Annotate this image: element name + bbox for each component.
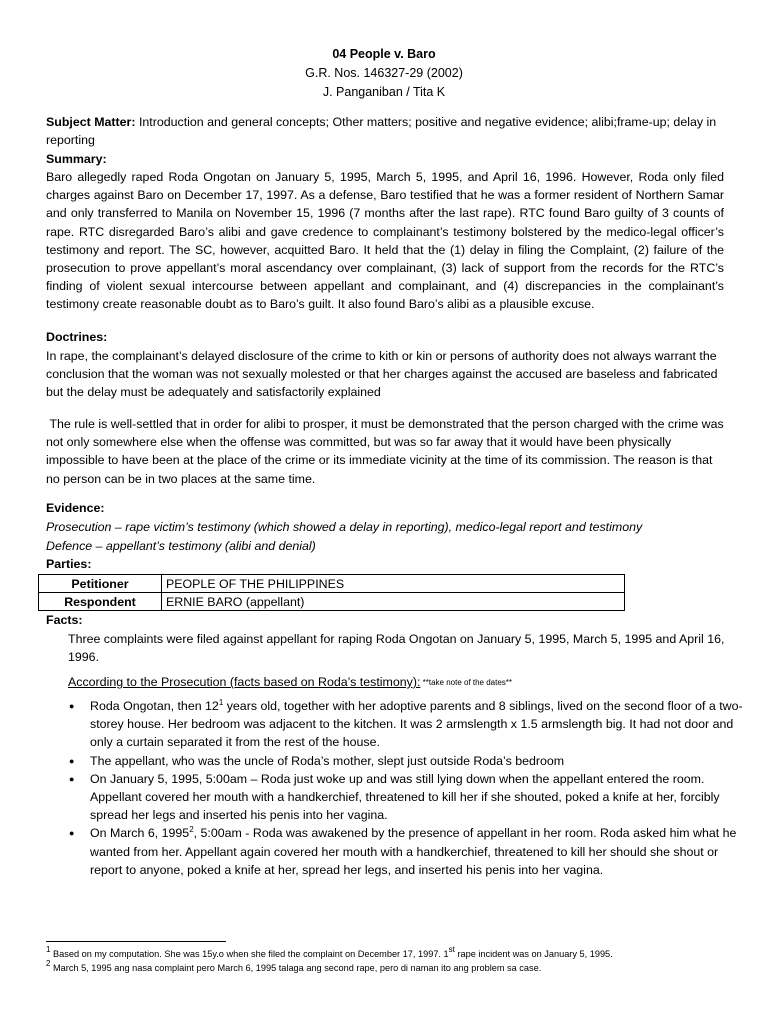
prosecution-facts-list: [68, 697, 748, 879]
doctrine-paragraph-1: In rape, the complainant’s delayed disclosure of the crime to kith or kin or persons of authority does not always warrant the conclusion that the woman was not sexually molested or that her charges against the accused are baseless and fabricated but the delay must be adequately and satisfactorily explained: [46, 349, 718, 400]
footnote-ref-2[interactable]: 2: [189, 825, 194, 835]
facts-intro: Three complaints were filed against appellant for raping Roda Ongotan on January 5, 1995, March 5, 1995 and April 16, 1996.: [68, 632, 725, 665]
footnote-1: $^1$ Based on my computation. She was 15y.o when she filed the complaint on December 17, 1997. 1st rape incident was on January 5, 1995.: [46, 945, 613, 959]
case-ponente: J. Panganiban / Tita K: [322, 85, 446, 99]
party-role: Petitioner: [39, 575, 162, 593]
list-item: ● On March 6, 1995$^2$, 5:00am - Roda was awakened by the presence of appellant in her room. Roda asked him what he wanted from her. Appellant again covered her mouth with a handkerchief, threatened to kill her should she shout or report to anyone, poked a knife at her, spread her legs, and inserted his penis into her vagina.: [90, 824, 748, 879]
party-name: PEOPLE OF THE PHILIPPINES: [162, 575, 625, 593]
doctrine-paragraph-2: The rule is well-settled that in order for alibi to prosper, it must be demonstrated that the person charged with the crime was not only somewhere else when the offense was committed, but was so far away that it would have been physically impossible to have been at the place of the crime or its immediate vicinity at the time of its commission. The reason is that no person can be in two places at the same time.: [46, 417, 728, 486]
evidence-heading: Evidence:: [46, 501, 105, 515]
prosecution-facts-heading: [68, 673, 726, 692]
summary-text: Baro allegedly raped Roda Ongotan on January 5, 1995, March 5, 1995, and April 16, 1996. However, Roda only filed charges against Baro on December 17, 1997. As a defense, Baro testified that he was a former resident of Northern Samar and only transferred to Manila on November 15, 1996 (7 months after the last rape). RTC found Baro guilty of 3 counts of rape. RTC disregarded Baro’s alibi and gave credence to complainant’s testimony bolstered by the medico-legal officer’s testimony and report. The SC, however, acquitted Baro. It held that the (1) delay in filing the Complaint, (2) failure of the prosecution to prove appellant’s moral ascendancy over complainant, (3) lack of support from the records for the RTC’s finding of violent sexual intercourse between appellant and complainant, and (4) discrepancies in the complainant’s testimony create reasonable doubt as to Baro’s guilt. It also found Baro’s alibi as a plausible excuse.: [46, 170, 724, 312]
evidence-defence: Defence – appellant’s testimony (alibi and denial): [46, 539, 316, 553]
parties-table: [38, 574, 625, 611]
evidence-prosecution: Prosecution – rape victim’s testimony (which showed a delay in reporting), medico-legal report and testimony: [46, 520, 643, 534]
footnote-divider: [46, 941, 226, 942]
case-gr-number: G.R. Nos. 146327-29 (2002): [305, 66, 463, 80]
subject-matter-label: Subject Matter:: [46, 115, 136, 129]
footnote-ref-1[interactable]: 1: [218, 698, 224, 707]
prosecution-facts-title: According to the Prosecution (facts based on Roda’s testimony):: [68, 675, 421, 689]
doctrines-heading: Doctrines:: [46, 330, 108, 344]
table-row: [39, 575, 625, 593]
parties-heading: Parties:: [46, 557, 92, 571]
case-title: 04 People v. Baro: [332, 47, 436, 61]
list-item: ● The appellant, who was the uncle of Roda’s mother, slept just outside Roda’s bedroom: [90, 752, 748, 770]
footnote-2: $^2$ March 5, 1995 ang nasa complaint pero March 6, 1995 talaga ang second rape, pero di naman ito ang problem sa case.: [46, 959, 542, 973]
table-row: [39, 593, 625, 611]
subject-matter-text: Introduction and general concepts; Other matters; positive and negative evidence; alibi;frame-up; delay in reporting: [46, 115, 717, 148]
list-item: ● On January 5, 1995, 5:00am – Roda just woke up and was still lying down when the appellant entered the room. Appellant covered her mouth with a handkerchief, threatened to kill her if she shouted, poked a knife at her, forcibly spread her legs and inserted his penis into her vagina.: [90, 770, 748, 825]
list-item: ● Roda Ongotan, then $12^1$ years old, together with her adoptive parents and 8 siblings, lived on the second floor of a two-storey house. Her bedroom was adjacent to the kitchen. It was 2 armslength x 1.5 armslength big. It had not door and only a curtain separated it from the rest of the house.: [90, 697, 748, 752]
party-role: Respondent: [39, 593, 162, 611]
subject-matter: [46, 113, 724, 149]
party-name: ERNIE BARO (appellant): [162, 593, 625, 611]
prosecution-facts-note: **take note of the dates**: [420, 678, 513, 687]
summary-heading: Summary:: [46, 152, 107, 166]
facts-heading: Facts:: [46, 613, 83, 627]
